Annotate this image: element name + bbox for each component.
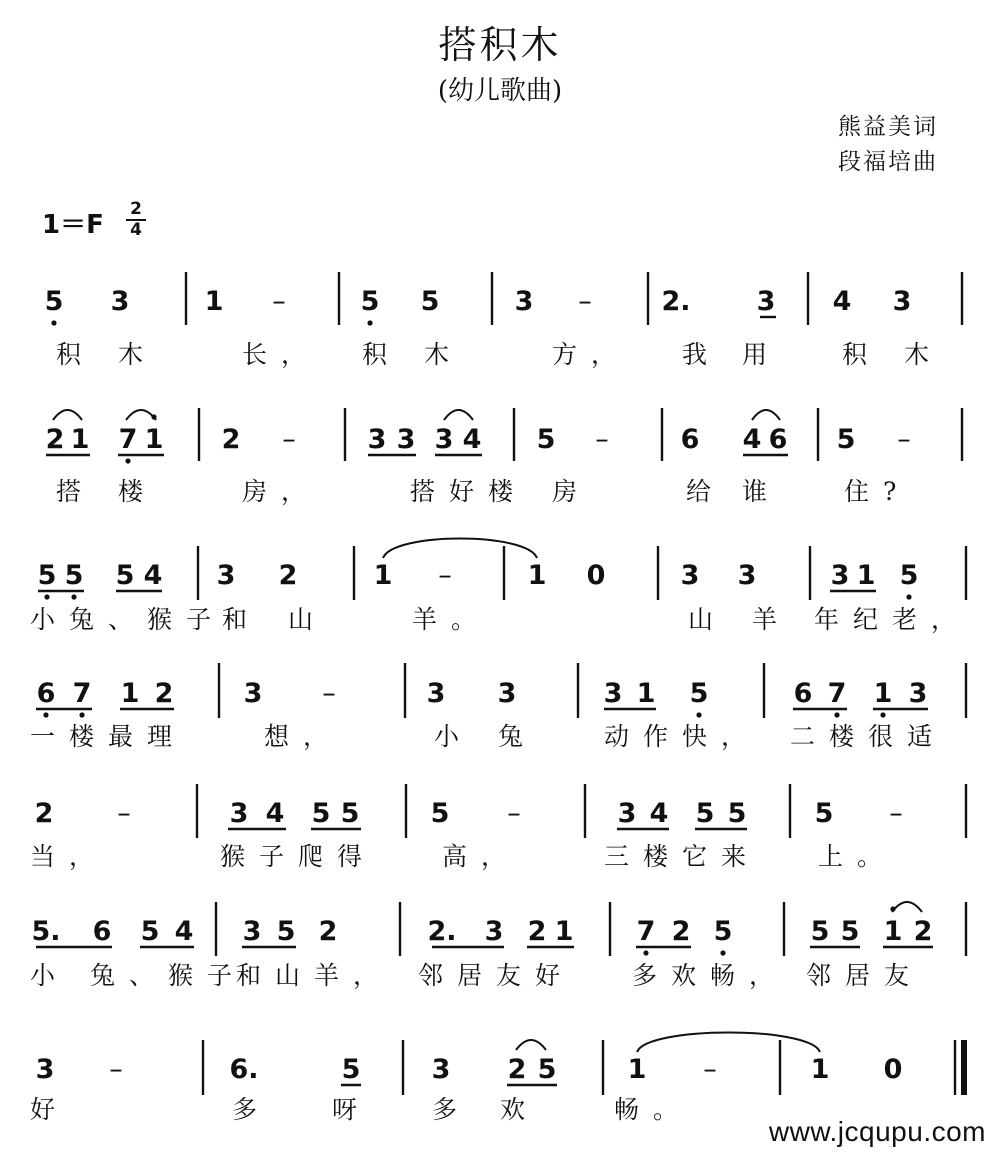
row-1-lyric: 积	[362, 340, 402, 369]
row-7-note: 3	[431, 1054, 451, 1085]
row-3-tie	[383, 539, 537, 559]
row-7-dash: –	[703, 1054, 717, 1085]
row-5-note: 4	[265, 798, 285, 829]
row-3-lyric: 和	[222, 605, 262, 634]
row-5-note: 5	[340, 798, 360, 829]
row-2-lyric: 搭好楼	[410, 477, 528, 506]
row-5-note: 3	[617, 798, 637, 829]
row-6-lyric: 小	[30, 961, 70, 990]
row-1-lyric: 木	[424, 340, 464, 369]
time-signature-top: 2	[130, 199, 142, 219]
row-4-note: 3	[426, 678, 446, 709]
row-5-note: 5	[311, 798, 331, 829]
row-4-dash: –	[322, 678, 336, 709]
row-3-note: 3	[830, 560, 850, 591]
row-3-lyric: 山	[288, 605, 328, 634]
row-6-lyric: 兔、猴子	[90, 961, 247, 990]
row-4-note: 6	[793, 678, 813, 709]
row-1-lyric: 我	[682, 340, 722, 369]
row-3-note: 3	[216, 560, 236, 591]
row-1-note: 5	[360, 286, 380, 317]
row-6-note: 1	[554, 916, 574, 947]
row-2-lyric: 搭	[56, 477, 96, 506]
row-6-note: 5	[840, 916, 860, 947]
row-4-note: 3	[243, 678, 263, 709]
row-3-note: 5	[64, 560, 84, 591]
row-4-note: 1	[120, 678, 140, 709]
row-3-lyric: 羊	[752, 605, 792, 634]
row-5-note: 4	[649, 798, 669, 829]
row-4-lyric: 想，	[264, 722, 343, 751]
row-4-octave-dot-below	[880, 712, 885, 717]
row-2-note: 5	[836, 424, 856, 455]
row-7-note: 1	[810, 1054, 830, 1085]
row-5-note: 3	[229, 798, 249, 829]
row-1-lyric: 木	[118, 340, 158, 369]
row-5-note: 2	[34, 798, 54, 829]
row-7-note: 3	[35, 1054, 55, 1085]
row-2-note: 6	[768, 424, 788, 455]
row-6-slur	[892, 902, 922, 912]
row-6-lyric: 和山羊，	[236, 961, 393, 990]
row-5-note: 5	[814, 798, 834, 829]
row-4-note: 3	[497, 678, 517, 709]
row-6-note: 5.	[31, 916, 61, 947]
row-2-note: 1	[70, 424, 90, 455]
row-2-note: 3	[434, 424, 454, 455]
row-2-note: 2	[45, 424, 65, 455]
row-1-lyric: 木	[904, 340, 944, 369]
row-7-tie	[637, 1033, 820, 1053]
row-7-lyric: 畅。	[614, 1095, 693, 1124]
row-1-note: 3	[514, 286, 534, 317]
row-3-lyric: 小兔、猴子	[30, 605, 226, 634]
row-2-note: 7	[118, 424, 138, 455]
row-2-lyric: 谁	[742, 477, 782, 506]
lyricist-credit: 熊益美词	[838, 114, 938, 140]
row-1-dash: –	[272, 286, 286, 317]
row-7-final-barline-thick	[961, 1040, 967, 1095]
row-4-note: 7	[827, 678, 847, 709]
row-4-lyric: 一楼最理	[30, 722, 187, 751]
row-7-note: 6.	[229, 1054, 259, 1085]
row-6-lyric: 多欢畅，	[632, 961, 789, 990]
row-2-dash: –	[897, 424, 911, 455]
row-6-note: 5	[713, 916, 733, 947]
row-4-note: 3	[603, 678, 623, 709]
row-7-note: 5	[341, 1054, 361, 1085]
row-5-dash: –	[889, 798, 903, 829]
row-6-lyric: 邻居友	[806, 961, 924, 990]
row-6-note: 2	[318, 916, 338, 947]
row-3-lyric: 羊。	[412, 605, 491, 634]
row-1-lyric: 用	[742, 340, 782, 369]
row-1-note: 1	[204, 286, 224, 317]
row-1-note: 3	[110, 286, 130, 317]
row-6-note: 3	[242, 916, 262, 947]
row-4-octave-dot-below	[834, 712, 839, 717]
row-6-note: 7	[636, 916, 656, 947]
row-5-dash: –	[117, 798, 131, 829]
row-7-note: 2	[507, 1054, 527, 1085]
row-3-note: 5	[115, 560, 135, 591]
row-7-lyric: 好	[30, 1095, 70, 1124]
row-1-lyric: 长，	[242, 340, 321, 369]
row-7-lyric: 多	[232, 1095, 272, 1124]
composer-credit: 段福培曲	[838, 149, 938, 175]
row-1-lyric: 方，	[552, 340, 631, 369]
row-3-note: 5	[899, 560, 919, 591]
row-2-dash: –	[282, 424, 296, 455]
row-7-lyric: 呀	[332, 1095, 372, 1124]
row-1-octave-dot-below	[367, 320, 372, 325]
row-3-note: 1	[527, 560, 547, 591]
watermark: www.jcqupu.com	[768, 1116, 986, 1147]
row-2-slur	[53, 410, 82, 420]
row-3-octave-dot-below	[44, 594, 49, 599]
row-4-octave-dot-below	[696, 712, 701, 717]
row-1-note: 5	[420, 286, 440, 317]
row-4-note: 3	[908, 678, 928, 709]
row-5-dash: –	[507, 798, 521, 829]
row-5-note: 5	[695, 798, 715, 829]
row-4-note: 5	[689, 678, 709, 709]
time-signature-bottom: 4	[130, 220, 142, 240]
row-4-lyric: 二楼很适	[790, 722, 947, 751]
row-2-dash: –	[595, 424, 609, 455]
row-1-lyric: 积	[56, 340, 96, 369]
row-7-note: 1	[627, 1054, 647, 1085]
row-2-note: 4	[742, 424, 762, 455]
row-2-lyric: 住?	[844, 477, 911, 506]
row-6-note: 5	[140, 916, 160, 947]
row-2-note: 3	[367, 424, 387, 455]
row-2-octave-dot-below	[125, 458, 130, 463]
row-2-lyric: 给	[686, 477, 726, 506]
row-3-note: 2	[278, 560, 298, 591]
row-2-note: 4	[462, 424, 482, 455]
row-4-note: 1	[636, 678, 656, 709]
row-1-dash: –	[578, 286, 592, 317]
row-2-slur	[752, 410, 780, 420]
row-3-note: 5	[37, 560, 57, 591]
row-6-note: 5	[810, 916, 830, 947]
row-7-slur	[516, 1040, 546, 1050]
row-2-note: 3	[396, 424, 416, 455]
song-title: 搭积木	[438, 23, 562, 67]
row-4-octave-dot-below	[43, 712, 48, 717]
row-2-note: 2	[221, 424, 241, 455]
row-1-note: 2.	[661, 286, 691, 317]
row-3-octave-dot-below	[71, 594, 76, 599]
row-1-note: 3	[892, 286, 912, 317]
row-2-slur	[444, 410, 473, 420]
row-5-lyric: 三楼它来	[604, 842, 761, 871]
row-6-note: 5	[276, 916, 296, 947]
row-4-note: 6	[36, 678, 56, 709]
row-4-lyric: 动作快，	[604, 722, 761, 751]
row-6-note: 2	[527, 916, 547, 947]
row-1-note: 3	[756, 286, 776, 317]
row-3-note: 3	[737, 560, 757, 591]
row-2-lyric: 楼	[118, 477, 158, 506]
row-2-note: 5	[536, 424, 556, 455]
row-6-note: 2.	[427, 916, 457, 947]
row-1-note: 4	[832, 286, 852, 317]
row-6-octave-dot-below	[643, 950, 648, 955]
row-7-note: 0	[883, 1054, 903, 1085]
row-3-note: 4	[143, 560, 163, 591]
row-3-lyric: 山	[688, 605, 728, 634]
row-4-octave-dot-below	[79, 712, 84, 717]
row-6-octave-dot-below	[720, 950, 725, 955]
row-4-lyric: 兔	[498, 722, 538, 751]
row-3-dash: –	[438, 560, 452, 591]
row-1-note: 5	[44, 286, 64, 317]
row-6-note: 6	[92, 916, 112, 947]
row-7-note: 5	[537, 1054, 557, 1085]
row-6-note: 3	[484, 916, 504, 947]
row-4-note: 2	[154, 678, 174, 709]
row-6-lyric: 邻居友好	[418, 961, 575, 990]
song-subtitle: (幼儿歌曲)	[437, 76, 563, 106]
row-5-lyric: 高，	[442, 842, 521, 871]
row-6-note: 4	[174, 916, 194, 947]
row-1-lyric: 积	[842, 340, 882, 369]
row-3-note: 3	[680, 560, 700, 591]
row-3-note: 1	[373, 560, 393, 591]
row-5-note: 5	[430, 798, 450, 829]
key-signature: 1＝F	[42, 210, 104, 240]
row-3-note: 1	[856, 560, 876, 591]
row-5-lyric: 猴子爬得	[220, 842, 377, 871]
row-4-note: 7	[72, 678, 92, 709]
row-7-lyric: 欢	[500, 1095, 540, 1124]
row-2-lyric: 房，	[242, 477, 321, 506]
row-3-note: 0	[586, 560, 606, 591]
row-6-note: 1	[883, 916, 903, 947]
row-3-octave-dot-below	[906, 594, 911, 599]
row-1-octave-dot-below	[51, 320, 56, 325]
row-7-dash: –	[109, 1054, 123, 1085]
row-7-lyric: 多	[432, 1095, 472, 1124]
row-3-lyric: 年纪老，	[814, 605, 971, 634]
row-2-note: 6	[680, 424, 700, 455]
row-5-note: 5	[727, 798, 747, 829]
row-4-lyric: 小	[434, 722, 474, 751]
row-2-slur	[126, 410, 156, 420]
row-2-lyric: 房	[552, 477, 592, 506]
row-6-note: 2	[913, 916, 933, 947]
row-4-note: 1	[873, 678, 893, 709]
row-6-note: 2	[671, 916, 691, 947]
row-2-note: 1	[144, 424, 164, 455]
row-5-lyric: 当，	[30, 842, 109, 871]
row-5-lyric: 上。	[818, 842, 897, 871]
